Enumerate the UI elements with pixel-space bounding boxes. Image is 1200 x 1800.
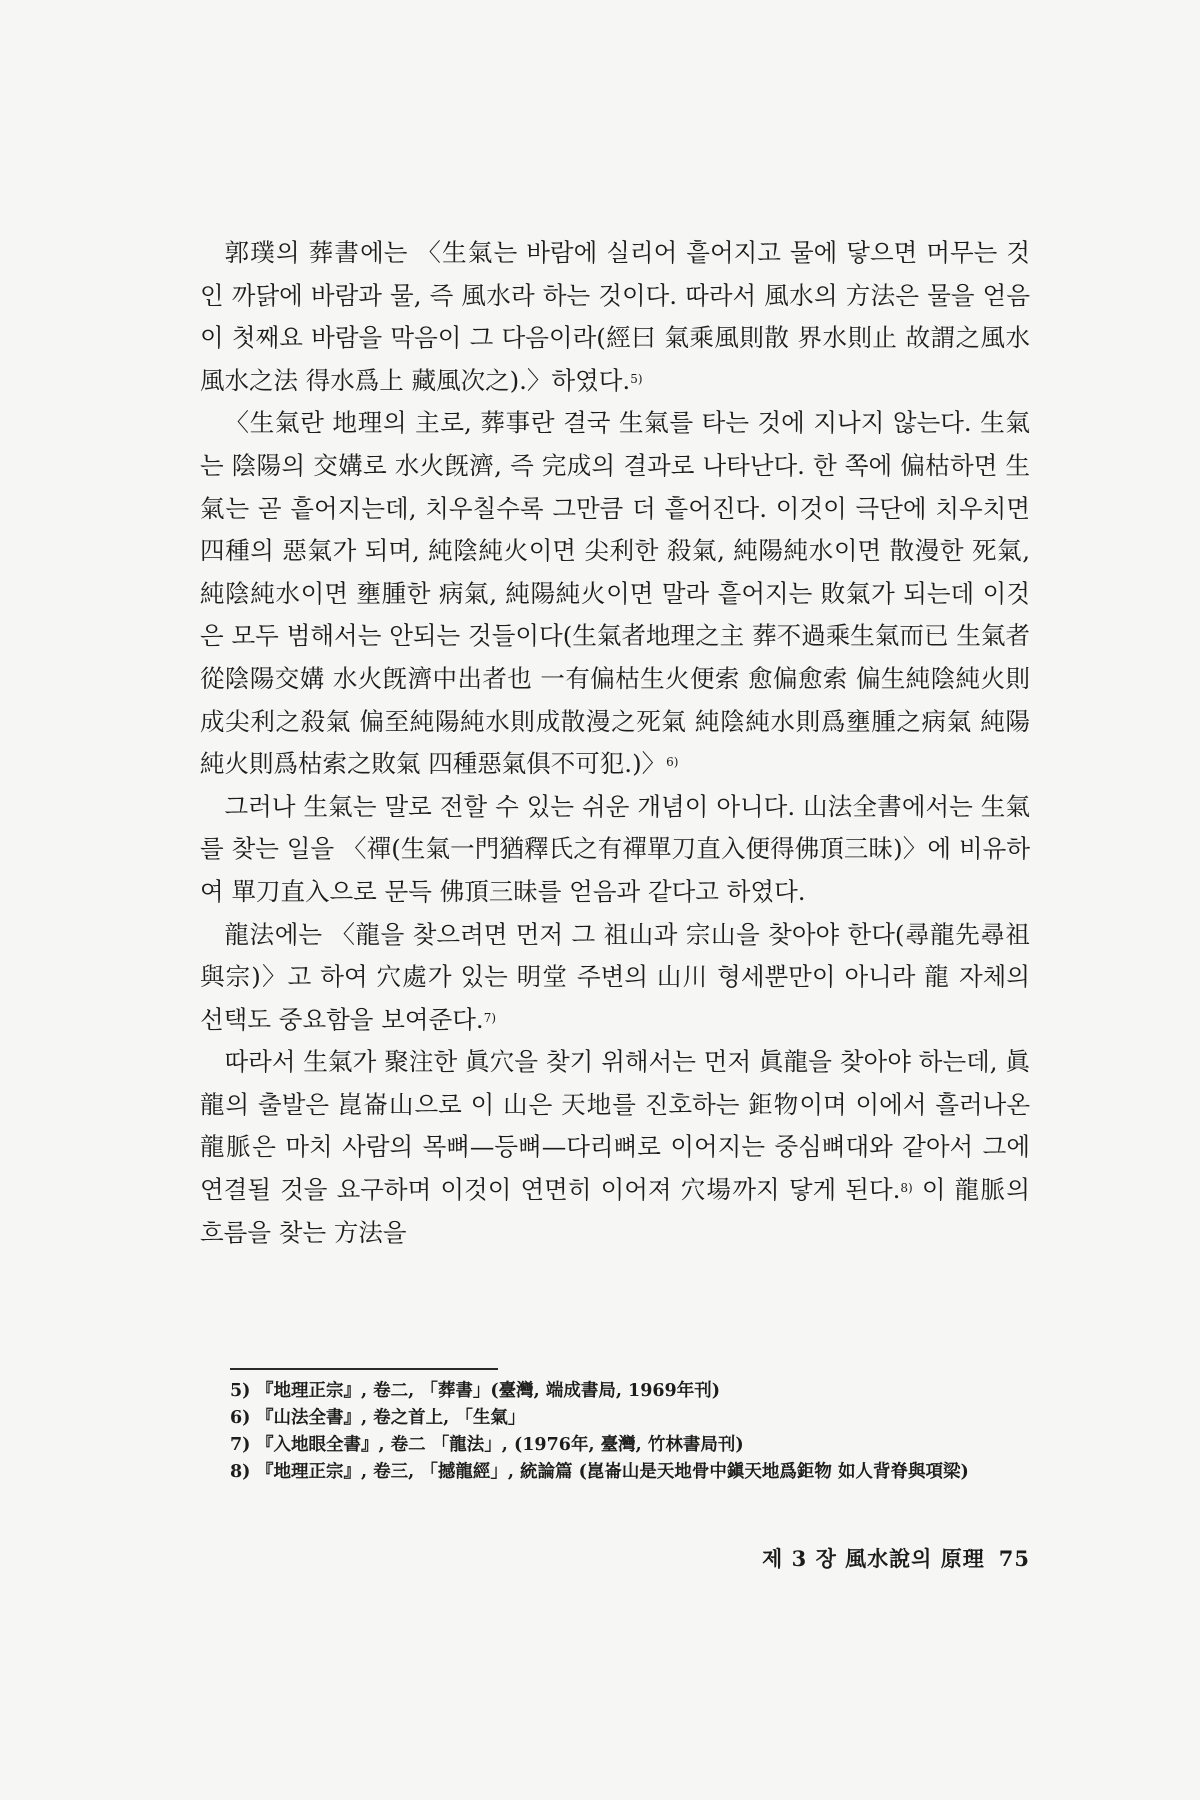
running-footer <box>640 1543 1030 1573</box>
footnote-ref-5[interactable]: 5) <box>630 371 643 386</box>
footnote-number: 8) <box>230 1462 251 1482</box>
footnote-7 <box>230 1432 1030 1459</box>
paragraph-5-continuation: 이 龍脈의 흐름을 찾는 方法을 <box>200 1175 1030 1247</box>
footnote-number: 6) <box>230 1408 251 1428</box>
footnote-ref-8[interactable]: 8) <box>900 1181 913 1196</box>
footnote-text: 『山法全書』, 卷之首上, 「生氣」 <box>256 1408 526 1428</box>
footnote-6 <box>230 1405 1030 1432</box>
footnote-ref-6[interactable]: 6) <box>666 755 679 770</box>
footnote-number: 5) <box>230 1381 251 1401</box>
paragraph-5-text: 따라서 生氣가 聚注한 眞穴을 찾기 위해서는 먼저 眞龍을 찾아야 하는데, 眞龍의 출발은 崑崙山으로 이 山은 天地를 진호하는 鉅物이며 이에서 흘러나온 龍脈은 마치 사람의 목뼈—등뼈—다리뼈로 이어지는 중심뼈대와 같아서 그에 연결될 것을 요구하며 이것이 연면히 이어져 穴場까지 닿게 된다. <box>200 1047 1030 1205</box>
paragraph-4 <box>200 914 1030 1042</box>
paragraph-2-text: 〈生氣란 地理의 主로, 葬事란 결국 生氣를 타는 것에 지나지 않는다. 生氣는 陰陽의 交媾로 水火旣濟, 즉 完成의 결과로 나타난다. 한 쪽에 偏枯하면 生氣는 곧 흩어지는데, 치우칠수록 그만큼 더 흩어진다. 이것이 극단에 치우치면 四種의 惡氣가 되며, 純陰純火이면 尖利한 殺氣, 純陽純水이면 散漫한 死氣, 純陰純水이면 壅腫한 病氣, 純陽純火이면 말라 흩어지는 敗氣가 되는데 이것은 모두 범해서는 안되는 것들이다(生氣者地理之主 葬不過乘生氣而已 生氣者從陰陽交媾 水火旣濟中出者也 一有偏枯生火便索 愈偏愈索 偏生純陰純火則成尖利之殺氣 偏至純陽純水則成散漫之死氣 純陰純水則爲壅腫之病氣 純陽純火則爲枯索之敗氣 四種惡氣俱不可犯.)〉 <box>200 408 1030 779</box>
footnote-number: 7) <box>230 1435 251 1455</box>
footnotes <box>230 1378 1030 1486</box>
footnote-text: 『地理正宗』, 卷二, 「葬書」(臺灣, 端成書局, 1969年刊) <box>256 1381 721 1401</box>
footnote-ref-7[interactable]: 7) <box>483 1010 497 1025</box>
paragraph-1-text: 郭璞의 葬書에는 〈生氣는 바람에 실리어 흩어지고 물에 닿으면 머무는 것인 까닭에 바람과 물, 즉 風水라 하는 것이다. 따라서 風水의 方法은 물을 얻음이 첫째요 바람을 막음이 그 다음이라(經曰 氣乘風則散 界水則止 故謂之風水 風水之法 得水爲上 藏風次之).〉하였다. <box>200 238 1030 395</box>
paragraph-1 <box>200 232 1030 402</box>
footnote-text: 『地理正宗』, 卷三, 「撼龍經」, 統論篇 (崑崙山是天地骨中鎭天地爲鉅物 如人背脊與項梁) <box>256 1462 969 1482</box>
paragraph-3: 그러나 生氣는 말로 전할 수 있는 쉬운 개념이 아니다. 山法全書에서는 生氣를 찾는 일을 〈禪(生氣一門猶釋氏之有禪單刀直入便得佛頂三昧)〉에 비유하여 單刀直入으로 문득 佛頂三昧를 얻음과 같다고 하였다. <box>200 791 1030 906</box>
paragraph-5 <box>200 1041 1030 1254</box>
paragraph-4-text: 龍法에는 〈龍을 찾으려면 먼저 그 祖山과 宗山을 찾아야 한다(尋龍先尋祖與宗)〉고 하여 穴處가 있는 明堂 주변의 山川 형세뿐만이 아니라 龍 자체의 선택도 중요함을 보여준다. <box>200 919 1030 1034</box>
page-number: 75 <box>998 1546 1030 1571</box>
footnote-text: 『入地眼全書』, 卷二 「龍法」, (1976年, 臺灣, 竹林書局刊) <box>256 1435 744 1455</box>
chapter-title: 제 3 장 風水說의 原理 <box>762 1546 985 1571</box>
paragraph-2 <box>200 402 1030 785</box>
main-text <box>200 232 1030 1254</box>
footnote-8 <box>230 1459 1030 1486</box>
footnote-5 <box>230 1378 1030 1405</box>
footnote-divider <box>230 1368 498 1370</box>
